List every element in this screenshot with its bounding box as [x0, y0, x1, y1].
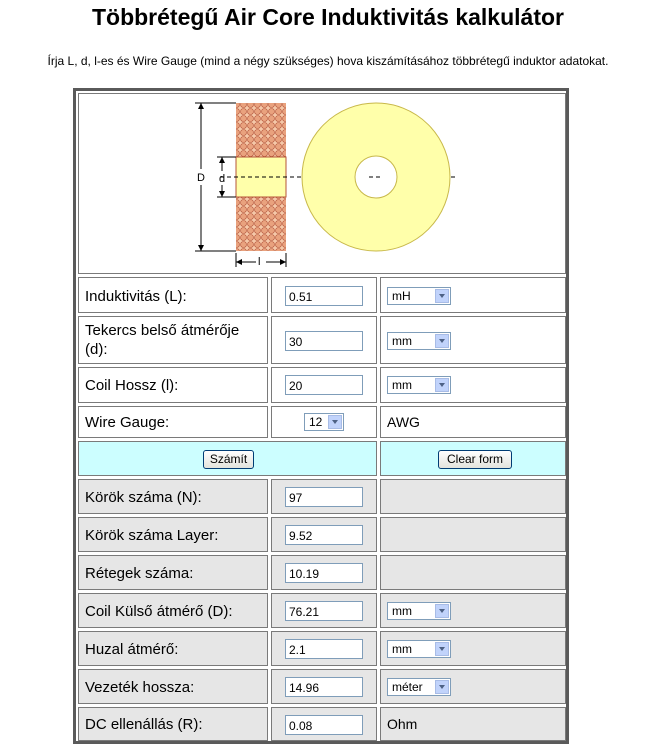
inner-diameter-label: Tekercs belső átmérője (d): — [85, 322, 240, 358]
row-inductance-input-cell — [271, 277, 377, 313]
row-wire-diameter-unit-cell — [380, 631, 566, 666]
wire-length-unit-select[interactable] — [387, 678, 451, 696]
turns-output[interactable]: 97 — [285, 487, 363, 507]
chevron-down-icon — [435, 680, 449, 694]
row-coil-length-input-cell — [271, 367, 377, 403]
chevron-down-icon — [328, 415, 342, 429]
row-dc-resistance-unit-cell — [380, 707, 566, 741]
dc-resistance-output[interactable]: 0.08 — [285, 715, 363, 735]
coil-length-input[interactable]: 20 — [285, 375, 363, 395]
wire-gauge-label: Wire Gauge: — [85, 414, 170, 431]
coil-diagram — [78, 93, 566, 274]
turns-label: Körök száma (N): — [85, 489, 202, 506]
label-l: l — [258, 256, 261, 268]
wire-diameter-unit-select[interactable] — [387, 640, 451, 658]
row-coil-length-label-cell — [78, 367, 268, 403]
clear-form-button[interactable]: Clear form — [438, 450, 512, 469]
turns-per-layer-output[interactable]: 9.52 — [285, 525, 363, 545]
wire-gauge-value: 12 — [309, 415, 323, 429]
turns-per-layer-label: Körök száma Layer: — [85, 527, 219, 544]
row-outer-diameter-label-cell — [78, 593, 268, 628]
row-turns-value-cell — [271, 479, 377, 514]
row-turns-per-layer-value-cell — [271, 517, 377, 552]
chevron-down-icon — [435, 604, 449, 618]
clear-button-cell — [380, 441, 566, 476]
label-D: D — [197, 172, 205, 184]
inductance-input[interactable]: 0.51 — [285, 286, 363, 306]
layers-label: Rétegek száma: — [85, 565, 194, 582]
row-layers-label-cell — [78, 555, 268, 590]
wire-length-unit-value: méter — [392, 680, 423, 694]
wire-gauge-unit: AWG — [387, 414, 420, 430]
calculate-button[interactable]: Számít — [203, 450, 254, 469]
page-title: Többrétegű Air Core Induktivitás kalkulátor — [91, 4, 564, 30]
inner-diameter-input[interactable]: 30 — [285, 331, 363, 351]
row-wire-diameter-value-cell — [271, 631, 377, 666]
layers-output[interactable]: 10.19 — [285, 563, 363, 583]
wire-diameter-unit-value: mm — [392, 642, 412, 656]
coil-length-unit-value: mm — [392, 378, 412, 392]
wire-diameter-label: Huzal átmérő: — [85, 641, 179, 658]
row-wire-gauge-unit-cell — [380, 406, 566, 438]
outer-diameter-unit-select[interactable] — [387, 602, 451, 620]
row-dc-resistance-label-cell — [78, 707, 268, 741]
dc-resistance-label: DC ellenállás (R): — [85, 716, 203, 733]
chevron-down-icon — [435, 642, 449, 656]
row-inner-diameter-input-cell — [271, 316, 377, 364]
coil-length-unit-select[interactable] — [387, 376, 451, 394]
inductance-unit-value: mH — [392, 289, 411, 303]
instructions-text: Írja L, d, l-es és Wire Gauge (mind a négy szükséges) hova kiszámításához többrétegű induktor adatokat. — [47, 54, 609, 68]
row-turns-label-cell — [78, 479, 268, 514]
outer-diameter-output[interactable]: 76.21 — [285, 601, 363, 621]
inner-diameter-unit-value: mm — [392, 334, 412, 348]
chevron-down-icon — [435, 334, 449, 348]
row-wire-gauge-label-cell — [78, 406, 268, 438]
row-wire-length-unit-cell — [380, 669, 566, 704]
row-wire-length-value-cell — [271, 669, 377, 704]
inductance-unit-select[interactable] — [387, 287, 451, 305]
row-inductance-unit-cell — [380, 277, 566, 313]
label-d: d — [219, 173, 226, 185]
wire-length-label: Vezeték hossza: — [85, 679, 195, 696]
row-outer-diameter-value-cell — [271, 593, 377, 628]
wire-diameter-output[interactable]: 2.1 — [285, 639, 363, 659]
row-turns-per-layer-label-cell — [78, 517, 268, 552]
wire-length-output[interactable]: 14.96 — [285, 677, 363, 697]
row-layers-empty-cell — [380, 555, 566, 590]
row-wire-length-label-cell — [78, 669, 268, 704]
coil-diagram-svg — [79, 94, 565, 273]
coil-length-label: Coil Hossz (l): — [85, 377, 179, 394]
calculator-table — [73, 88, 569, 744]
row-inductance-label-cell — [78, 277, 268, 313]
row-layers-value-cell — [271, 555, 377, 590]
row-coil-length-unit-cell — [380, 367, 566, 403]
row-inner-diameter-unit-cell — [380, 316, 566, 364]
row-inner-diameter-label-cell — [78, 316, 268, 364]
row-outer-diameter-unit-cell — [380, 593, 566, 628]
dc-resistance-unit: Ohm — [387, 716, 418, 732]
row-dc-resistance-value-cell — [271, 707, 377, 741]
row-turns-empty-cell — [380, 479, 566, 514]
inner-diameter-unit-select[interactable] — [387, 332, 451, 350]
chevron-down-icon — [435, 378, 449, 392]
inductance-label: Induktivitás (L): — [85, 288, 187, 305]
chevron-down-icon — [435, 289, 449, 303]
wire-gauge-select[interactable] — [304, 413, 344, 431]
row-wire-diameter-label-cell — [78, 631, 268, 666]
row-turns-per-layer-empty-cell — [380, 517, 566, 552]
row-wire-gauge-input-cell — [271, 406, 377, 438]
calculate-button-cell — [78, 441, 377, 476]
outer-diameter-unit-value: mm — [392, 604, 412, 618]
outer-diameter-label: Coil Külső átmérő (D): — [85, 603, 233, 620]
